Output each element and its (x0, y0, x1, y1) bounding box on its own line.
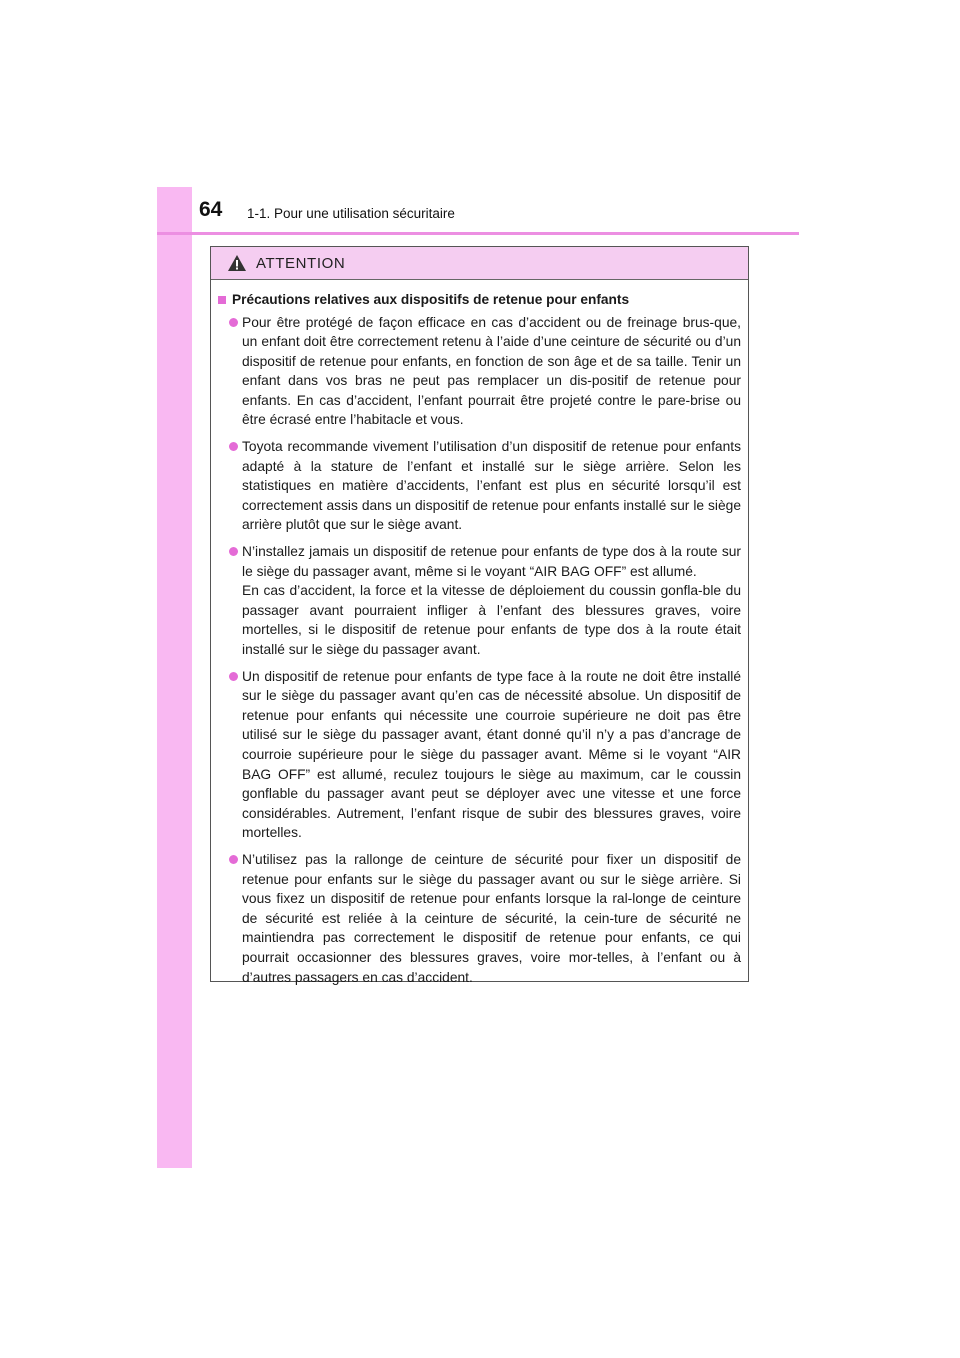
precaution-item (217, 850, 741, 987)
precaution-text: Toyota recommande vivement l’utilisation d’un dispositif de retenue pour enfants adapté à la stature de l’enfant et installé sur le siège arrière. Selon les statistiques en matière d’accidents, l’enfant est plus en sécurité lorsqu’il est correctement assis dans un dispositif de retenue pour enfants installé sur le siège arrière plutôt que sur le siège avant. (242, 439, 741, 533)
precaution-text: Pour être protégé de façon efficace en cas d’accident ou de freinage brus-que, un enfant doit être correctement retenu à l’aide d’une ceinture de sécurité ou d’un dispositif de retenue pour enfants, en fonction de son âge et de sa taille. Tenir un enfant dans vos bras ne peut pas remplacer un dis-positif de retenue pour enfants. En cas d’accident, l’enfant pourrait être projeté contre le pare-brise ou être écrasé entre l’habitacle et vous. (242, 314, 741, 428)
precaution-text: N’installez jamais un dispositif de retenue pour enfants de type dos à la route sur le siège du passager avant, même si le voyant “AIR BAG OFF” est allumé. En cas d’accident, la force et la vitesse de déploiement du coussin gonfla-ble du passager avant pourraient infliger à l’enfant des blessures graves, voire mortelles, si le dispositif de retenue pour enfants de type dos à la route était installé sur le siège du passager avant. (242, 544, 741, 657)
attention-label: ATTENTION (256, 254, 346, 272)
precaution-item (217, 437, 741, 535)
precaution-item (217, 542, 741, 660)
precaution-text: N’utilisez pas la rallonge de ceinture de sécurité pour fixer un dispositif de retenue pour enfants sur le siège du passager avant ou sur le siège arrière. Si vous fixez un dispositif de retenue pour enfants lorsque la ral-longe de ceinture de sécurité est reliée à la ceinture de sécurité, la cein-ture de sécurité ne maintiendra pas correctement le dispositif de retenue pour enfants, ce qui pourrait occasionner des blessures graves, voire mor-telles, à l’enfant ou à d’autres passagers en cas d’accident. (242, 851, 741, 985)
page-number: 64 (199, 198, 223, 221)
attention-body (211, 280, 748, 987)
header-rule (157, 232, 799, 235)
section-title: 1-1. Pour une utilisation sécuritaire (247, 206, 455, 221)
precaution-item (217, 313, 741, 431)
bullet-icon (229, 318, 238, 327)
attention-header (211, 247, 748, 280)
warning-triangle-icon (227, 254, 247, 272)
subsection-heading (217, 290, 741, 310)
bullet-icon (229, 672, 238, 681)
precaution-item (217, 667, 741, 843)
attention-box (210, 246, 749, 985)
bullet-icon (229, 855, 238, 864)
bullet-icon (229, 442, 238, 451)
chapter-side-band (157, 187, 192, 1168)
precaution-text: Un dispositif de retenue pour enfants de type face à la route ne doit être installé sur le siège du passager avant qu’en cas de nécessité absolue. Un dispositif de retenue pour enfants qui nécessite une courroie supérieure ne doit pas être utilisé sur le siège du passager avant, étant donné qu’il n’y a pas d’ancrage de courroie supérieure pour le siège du passager avant. Même si le voyant “AIR BAG OFF” est allumé, reculez toujours le siège au maximum, car le coussin gonflable du passager avant peut se déployer avec une vitesse et une force considérables. Autrement, l’enfant risque de subir des blessures graves, voire mortelles. (242, 668, 741, 841)
square-bullet-icon (218, 296, 226, 304)
bullet-icon (229, 547, 238, 556)
subsection-title: Précautions relatives aux dispositifs de retenue pour enfants (232, 292, 630, 307)
